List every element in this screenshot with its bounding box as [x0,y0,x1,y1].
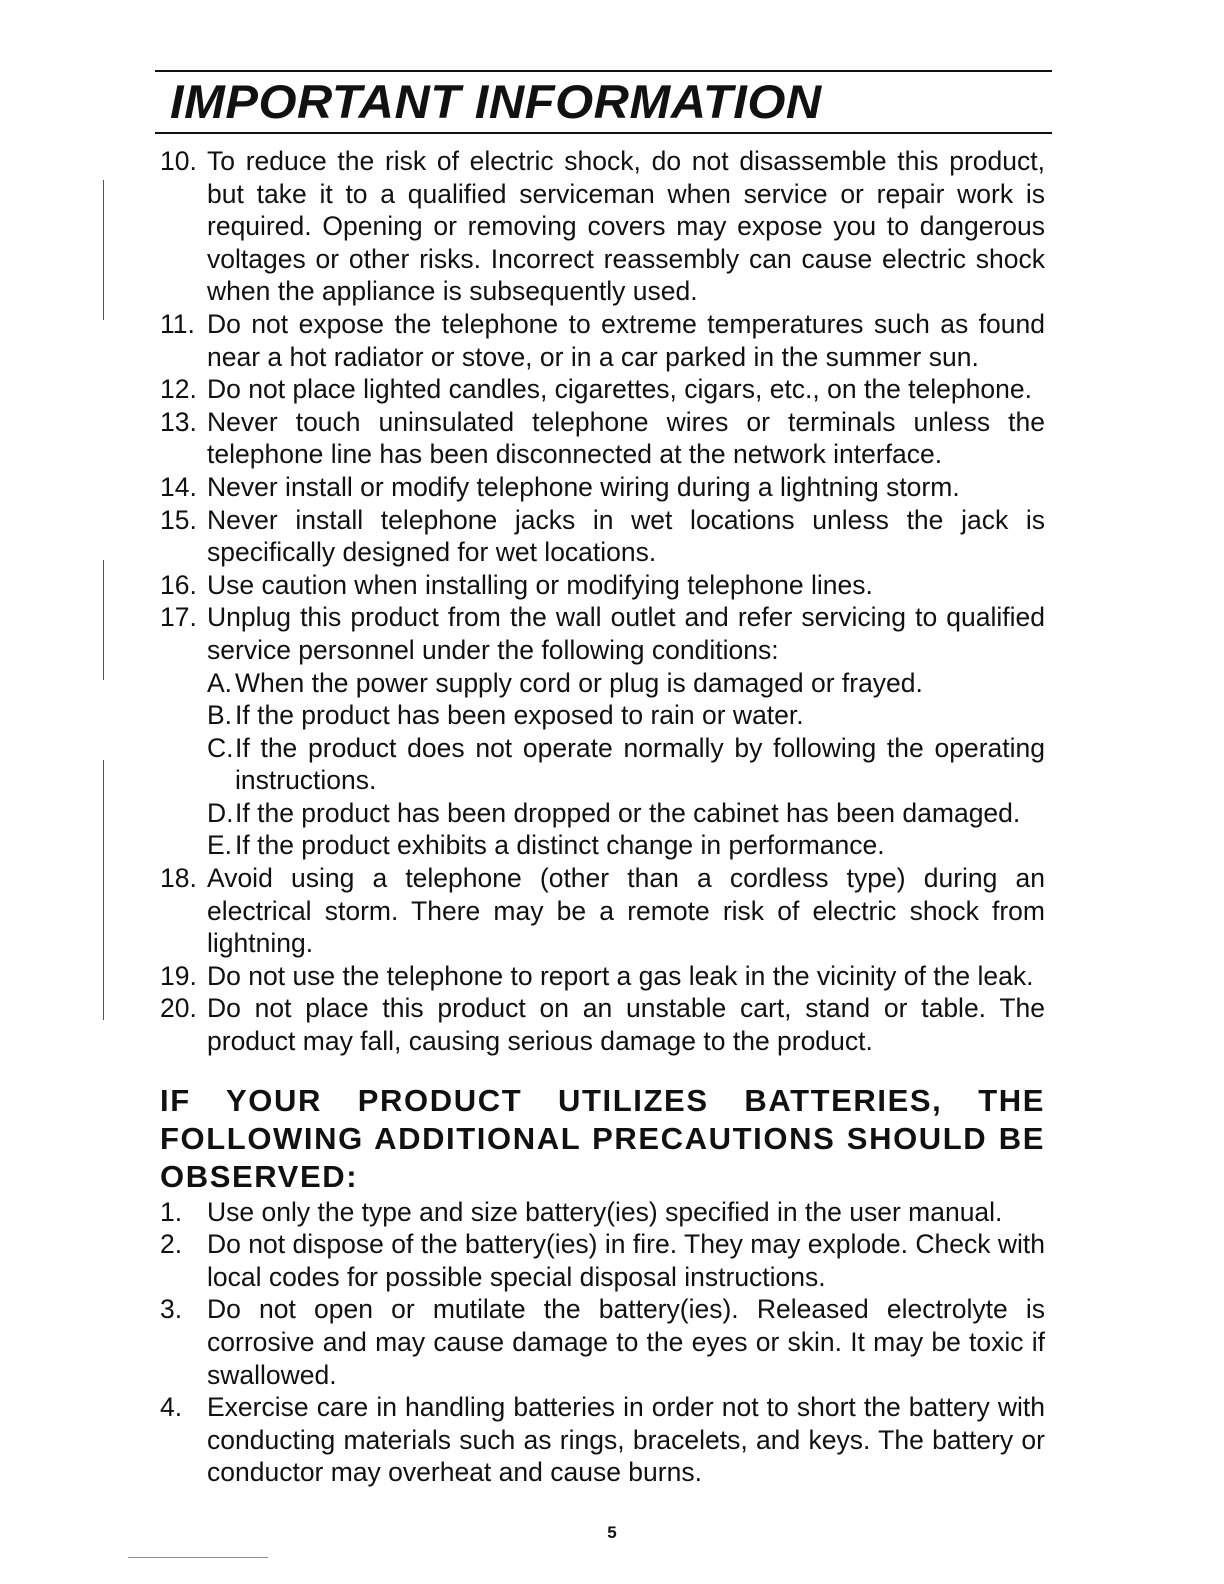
item-text: Never touch uninsulated telephone wires or terminals unless the telephone line has been disconnected at the network interface. [207,406,1045,470]
condition-sublist [207,667,1045,863]
scan-artifact-margin-mark [103,180,104,320]
scan-artifact-line [128,1557,268,1558]
item-number: 11. [160,308,195,339]
item-text: Use caution when installing or modifying telephone lines. [207,569,873,600]
item-number: 14. [160,471,197,502]
condition-item-c [207,732,1045,797]
list-item-20 [160,992,1045,1057]
item-text: Never install telephone jacks in wet locations unless the jack is specifically designed for wet locations. [207,504,1045,568]
item-text: Do not place lighted candles, cigarettes, cigars, etc., on the telephone. [207,374,1032,405]
item-number: 20. [160,993,197,1024]
condition-item-b [207,699,1045,732]
battery-item-4 [160,1391,1045,1489]
list-item-17 [160,601,1045,862]
item-text: Never install or modify telephone wiring during a lightning storm. [207,471,960,502]
item-number: 4. [160,1392,183,1423]
item-number: 3. [160,1294,183,1325]
condition-text: If the product exhibits a distinct change in performance. [235,830,885,861]
condition-letter: C. [207,732,234,763]
condition-letter: E. [207,830,233,861]
page-number: 5 [607,1523,617,1542]
condition-letter: A. [207,667,233,698]
item-number: 13. [160,406,197,437]
scan-artifact-margin-mark [103,560,104,680]
item-number: 1. [160,1196,183,1227]
condition-item-a [207,667,1045,700]
item-text: Avoid using a telephone (other than a cordless type) during an electrical storm. There may be a remote risk of electric shock from lightning. [207,863,1045,959]
list-item-13 [160,406,1045,471]
condition-text: When the power supply cord or plug is damaged or frayed. [235,667,923,698]
item-text: Exercise care in handling batteries in order not to short the battery with conducting materials such as rings, bracelets, and keys. The battery or conductor may overheat and cause burns. [207,1392,1045,1488]
header-bottom-rule [155,132,1052,134]
condition-text: If the product has been exposed to rain or water. [235,700,804,731]
page-title: IMPORTANT INFORMATION [170,75,822,128]
header-top-rule [155,70,1052,72]
battery-item-1 [160,1196,1045,1229]
scan-artifact-margin-mark [103,760,104,1020]
item-number: 12. [160,374,197,405]
list-item-10 [160,145,1045,308]
list-item-18 [160,862,1045,960]
condition-text: If the product has been dropped or the cabinet has been damaged. [235,797,1021,828]
condition-item-e [207,829,1045,862]
item-number: 2. [160,1229,183,1260]
condition-text: If the product does not operate normally by following the operating instructions. [235,732,1045,796]
item-text: Do not dispose of the battery(ies) in fire. They may explode. Check with local codes for possible special disposal instructions. [207,1229,1045,1292]
battery-item-2 [160,1228,1045,1293]
condition-item-d [207,797,1045,830]
list-item-16 [160,569,1045,602]
item-number: 16. [160,569,197,600]
list-item-14 [160,471,1045,504]
item-text: Use only the type and size battery(ies) specified in the user manual. [207,1196,1003,1227]
main-content [160,145,1045,1489]
item-number: 17. [160,602,197,633]
item-number: 19. [160,960,197,991]
item-number: 18. [160,863,197,894]
list-item-12 [160,373,1045,406]
condition-letter: D. [207,797,234,828]
item-text: Do not open or mutilate the battery(ies). Released electrolyte is corrosive and may cause damage to the eyes or skin. It may be toxic if swallowed. [207,1294,1045,1390]
item-text: Unplug this product from the wall outlet and refer servicing to qualified service personnel under the following conditions: [207,602,1045,665]
item-number: 15. [160,504,197,535]
item-number: 10. [160,146,197,176]
item-text: Do not place this product on an unstable cart, stand or table. The product may fall, causing serious damage to the product. [207,993,1045,1057]
list-item-11 [160,308,1045,373]
item-text: To reduce the risk of electric shock, do not disassemble this product, but take it to a qualified serviceman when service or repair work is required. Opening or removing covers may expose you to dangerous voltages or other risks. Incorrect reassembly can cause electric shock when the appliance is subsequently used. [207,146,1045,307]
battery-item-3 [160,1293,1045,1391]
item-text: Do not expose the telephone to extreme temperatures such as found near a hot radiator or stove, or in a car parked in the summer sun. [207,308,1045,372]
list-item-19 [160,960,1045,993]
item-text: Do not use the telephone to report a gas leak in the vicinity of the leak. [207,960,1034,991]
battery-section-heading: IF YOUR PRODUCT UTILIZES BATTERIES, THE FOLLOWING ADDITIONAL PRECAUTIONS SHOULD BE OBSERVED: [160,1082,1045,1194]
condition-letter: B. [207,700,233,731]
list-item-15 [160,504,1045,569]
